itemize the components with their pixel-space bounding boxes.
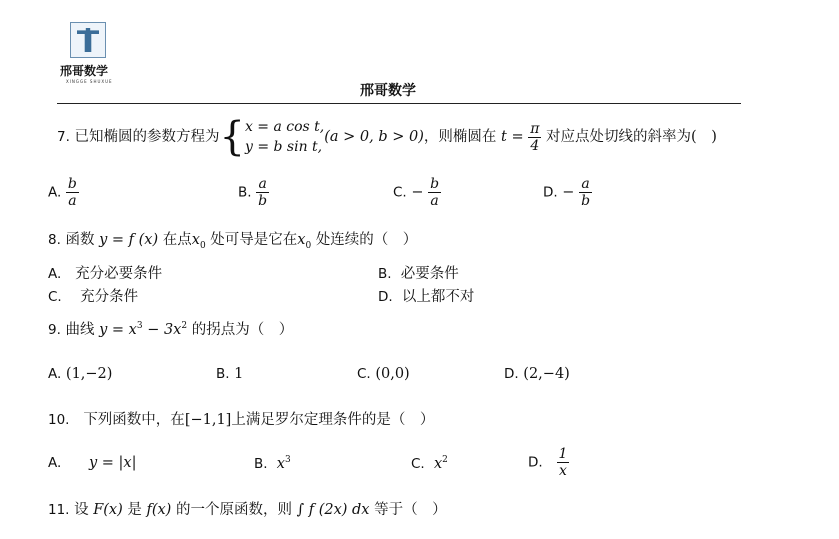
option-label: D. bbox=[504, 366, 519, 382]
question-9 bbox=[48, 318, 293, 339]
logo-icon bbox=[70, 22, 106, 58]
option-label: D. bbox=[378, 289, 393, 305]
numerator: a bbox=[581, 176, 590, 192]
minus-sign: − bbox=[411, 184, 424, 201]
integral-expression: ∫ f (2x) dx bbox=[296, 502, 370, 518]
option-a bbox=[48, 262, 162, 283]
option-fraction bbox=[256, 176, 269, 209]
function-expression: y = f (x) bbox=[99, 232, 159, 248]
option-label: A. bbox=[48, 455, 62, 471]
option-label: C. bbox=[411, 455, 425, 472]
option-text: (1,−2) bbox=[65, 366, 113, 382]
numerator: π bbox=[530, 120, 540, 137]
curve-equation: y = x bbox=[99, 322, 137, 338]
option-a bbox=[48, 176, 79, 209]
option-label: B. bbox=[254, 455, 268, 472]
question-text: 已知椭圆的参数方程为 bbox=[74, 129, 220, 145]
equation-y: y = b sin t, bbox=[244, 139, 323, 155]
parametric-system bbox=[245, 117, 324, 157]
question-number: 11. bbox=[48, 502, 70, 518]
question-number: 10. bbox=[48, 412, 70, 428]
option-label: A. bbox=[48, 184, 62, 201]
option-label: D. bbox=[543, 184, 558, 201]
option-fraction bbox=[579, 176, 592, 209]
question-10 bbox=[48, 408, 434, 429]
option-label: B. bbox=[216, 366, 230, 382]
exponent: 2 bbox=[442, 455, 448, 465]
header-divider bbox=[57, 103, 741, 104]
option-d bbox=[504, 366, 570, 382]
option-label: C. bbox=[48, 289, 62, 305]
x0-subscript: 0 bbox=[305, 240, 312, 251]
option-label: B. bbox=[238, 184, 252, 201]
question-text: 是 bbox=[127, 502, 142, 518]
denominator: x bbox=[559, 463, 567, 479]
option-text: 以上都不对 bbox=[401, 289, 475, 305]
option-b bbox=[254, 455, 291, 472]
numerator: a bbox=[258, 176, 267, 192]
denominator: 4 bbox=[530, 137, 540, 154]
question-text: 的拐点为（ ） bbox=[191, 322, 294, 338]
option-label: D. bbox=[528, 454, 543, 471]
option-fraction bbox=[428, 176, 441, 209]
condition: (a > 0, b > 0) bbox=[324, 129, 424, 145]
function-expression: f(x) bbox=[146, 502, 172, 518]
option-text: (2,−4) bbox=[523, 366, 570, 382]
option-b bbox=[216, 366, 243, 382]
option-c bbox=[393, 176, 441, 209]
question-text: 曲线 bbox=[65, 322, 95, 338]
question-11 bbox=[48, 498, 447, 519]
option-fraction bbox=[66, 176, 79, 209]
option-text: x bbox=[276, 455, 285, 472]
option-label: C. bbox=[393, 184, 407, 201]
option-label: A. bbox=[48, 266, 62, 282]
question-number: 7. bbox=[57, 129, 70, 145]
question-number: 8. bbox=[48, 232, 61, 248]
minus-sign: − bbox=[562, 184, 575, 201]
option-a bbox=[48, 455, 136, 471]
option-d bbox=[543, 176, 592, 209]
option-b bbox=[378, 262, 459, 283]
option-text: 必要条件 bbox=[400, 266, 459, 282]
option-label: A. bbox=[48, 366, 62, 382]
question-text: 的一个原函数，则 bbox=[175, 502, 292, 518]
denominator: b bbox=[581, 193, 591, 209]
option-a bbox=[48, 366, 112, 382]
curve-equation: − 3x bbox=[142, 322, 182, 338]
question-text: 等于（ ） bbox=[374, 502, 447, 518]
denominator: b bbox=[258, 193, 268, 209]
option-c bbox=[357, 366, 410, 382]
option-d bbox=[528, 446, 569, 479]
logo bbox=[60, 22, 118, 82]
antiderivative: F(x) bbox=[93, 502, 123, 518]
numerator: b bbox=[430, 176, 440, 192]
question-text: ，则椭圆在 bbox=[423, 129, 497, 145]
option-text: (0,0) bbox=[375, 366, 410, 382]
question-7 bbox=[57, 114, 717, 160]
option-d bbox=[378, 285, 474, 306]
t-equals: t = bbox=[501, 129, 524, 145]
numerator: b bbox=[67, 176, 77, 192]
option-label: B. bbox=[378, 266, 392, 282]
question-text: 下列函数中，在 bbox=[83, 412, 185, 428]
option-c bbox=[48, 285, 138, 306]
question-number: 9. bbox=[48, 322, 61, 338]
logo-brand: 邢哥数学 bbox=[60, 64, 109, 78]
option-label: C. bbox=[357, 366, 371, 382]
option-fraction bbox=[557, 446, 570, 479]
question-text: 对应点处切线的斜率为( ) bbox=[546, 129, 717, 145]
numerator: 1 bbox=[558, 446, 568, 462]
option-text: 充分必要条件 bbox=[75, 266, 163, 282]
equation-x: x = a cos t, bbox=[244, 119, 325, 135]
logo-sub: XINGGE SHUXUE bbox=[66, 79, 113, 84]
question-text: 函数 bbox=[65, 232, 95, 248]
question-text: 上满足罗尔定理条件的是（ ） bbox=[231, 412, 435, 428]
x0-subscript: 0 bbox=[199, 240, 206, 251]
exponent: 2 bbox=[181, 321, 188, 332]
option-text: x bbox=[433, 455, 443, 472]
option-b bbox=[238, 176, 269, 209]
question-text: 处可导是它在 bbox=[210, 232, 298, 248]
denominator: a bbox=[68, 193, 77, 209]
option-text: y = |x| bbox=[88, 455, 137, 471]
question-8 bbox=[48, 228, 417, 251]
question-text: 在点 bbox=[162, 232, 192, 248]
page-header: 邢哥数学 bbox=[360, 83, 416, 99]
x0: x bbox=[191, 232, 200, 248]
option-text: 1 bbox=[234, 366, 244, 382]
exponent: 3 bbox=[136, 321, 143, 332]
pi-over-4 bbox=[528, 121, 541, 154]
interval: [−1,1] bbox=[184, 412, 232, 428]
denominator: a bbox=[430, 193, 439, 209]
question-text: 处连续的（ ） bbox=[315, 232, 418, 248]
option-text: 充分条件 bbox=[80, 289, 139, 305]
question-text: 设 bbox=[74, 502, 89, 518]
option-c bbox=[411, 455, 448, 472]
x0: x bbox=[297, 232, 306, 248]
brace: { bbox=[219, 114, 245, 160]
exponent: 3 bbox=[284, 455, 291, 465]
